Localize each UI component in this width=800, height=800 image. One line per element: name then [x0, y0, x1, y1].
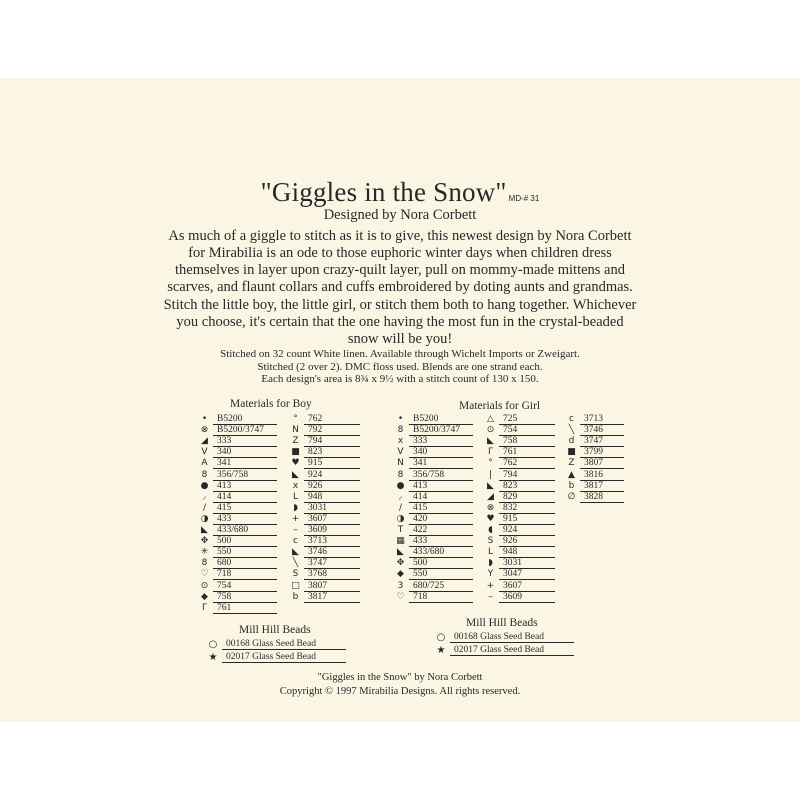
- key-row: [287, 425, 360, 436]
- stitch-symbol-icon: ◣: [201, 525, 208, 536]
- key-row: [482, 458, 555, 469]
- footer: [0, 671, 800, 699]
- stitch-symbol-icon: ⊙: [200, 580, 209, 591]
- floss-number: 341: [213, 458, 277, 469]
- floss-number: 333: [213, 436, 277, 447]
- stitch-symbol-icon: ∅: [567, 491, 576, 502]
- key-row: [287, 525, 360, 536]
- girl-materials-title: Materials for Girl: [459, 400, 541, 412]
- stitch-symbol-icon: ⊗: [486, 502, 495, 513]
- key-row: [563, 425, 624, 436]
- key-row: [392, 425, 473, 436]
- details-line: Each design's area is 8¾ x 9½ with a stitch count of 130 x 150.: [261, 373, 539, 385]
- floss-number: 356/758: [409, 470, 473, 481]
- floss-number: B5200: [213, 414, 277, 425]
- stitch-symbol-icon: •: [397, 414, 404, 425]
- floss-number: 433: [213, 514, 277, 525]
- key-row: [287, 469, 360, 480]
- floss-number: 3807: [304, 581, 360, 592]
- floss-number: 356/758: [213, 470, 277, 481]
- floss-number: 340: [409, 447, 473, 458]
- floss-number: 794: [499, 470, 555, 481]
- stitch-symbol-icon: •: [201, 414, 208, 425]
- bead-row: [204, 651, 346, 663]
- key-row: [392, 536, 473, 547]
- floss-number: 341: [409, 458, 473, 469]
- key-row: [287, 536, 360, 547]
- stitch-symbol-icon: ◑: [200, 513, 209, 524]
- stitch-symbol-icon: Y: [487, 569, 494, 580]
- stitch-symbol-icon: □: [291, 580, 300, 591]
- key-row: [392, 525, 473, 536]
- floss-number: 926: [304, 481, 360, 492]
- key-row: [482, 481, 555, 492]
- key-row: [563, 447, 624, 458]
- stitch-paragraph: [110, 297, 690, 348]
- intro-line: scarves, and flaunt collars and cuffs embroidered by doting aunts and grandmas.: [167, 279, 633, 295]
- floss-number: 500: [213, 536, 277, 547]
- stitch-symbol-icon: –: [293, 525, 298, 536]
- key-row: [287, 569, 360, 580]
- boy-beads-title: Mill Hill Beads: [239, 624, 311, 636]
- key-row: [287, 458, 360, 469]
- stitch-symbol-icon: c: [569, 414, 574, 425]
- stitch-symbol-icon: ⸝: [398, 491, 403, 502]
- stitch-symbol-icon: ✥: [396, 558, 405, 569]
- key-row: [482, 492, 555, 503]
- stitch-symbol-icon: Z: [292, 436, 299, 447]
- key-row: [392, 492, 473, 503]
- key-row: [196, 436, 277, 447]
- key-row: [482, 569, 555, 580]
- boy-materials-title: Materials for Boy: [230, 398, 312, 410]
- floss-number: 762: [499, 458, 555, 469]
- key-row: [563, 458, 624, 469]
- stitch-symbol-icon: ◑: [396, 513, 405, 524]
- stitch-symbol-icon: ◗: [293, 502, 298, 513]
- floss-number: 761: [499, 447, 555, 458]
- key-row: [563, 436, 624, 447]
- bead-code: 00168 Glass Seed Bead: [450, 632, 574, 643]
- stitch-symbol-icon: Γ: [487, 447, 493, 458]
- floss-number: 3609: [304, 525, 360, 536]
- design-code: MD-# 31: [508, 194, 540, 203]
- floss-number: 725: [499, 414, 555, 425]
- stitch-symbol-icon: ✥: [200, 536, 209, 547]
- key-row: [196, 603, 277, 614]
- page-title: "Giggles in the Snow": [260, 177, 507, 207]
- key-row: [196, 469, 277, 480]
- key-row: [196, 514, 277, 525]
- stitch-symbol-icon: S: [487, 536, 494, 547]
- floss-number: 3747: [304, 558, 360, 569]
- floss-number: 413: [213, 481, 277, 492]
- key-row: [196, 503, 277, 514]
- stitch-symbol-icon: ∕: [202, 502, 207, 513]
- key-row: [287, 447, 360, 458]
- stitch-symbol-icon: ♡: [396, 591, 405, 602]
- stitch-symbol-icon: ✳: [200, 547, 209, 558]
- stitch-line: you choose, it's certain that the one having the most fun in the crystal-beaded: [176, 314, 624, 330]
- stitch-symbol-icon: 8: [201, 469, 208, 480]
- stitch-symbol-icon: x: [397, 436, 404, 447]
- intro-line: themselves in layer upon crazy-quilt layer, pull on mommy-made mittens and: [174, 262, 625, 278]
- floss-number: 823: [499, 481, 555, 492]
- floss-number: 3609: [499, 592, 555, 603]
- floss-number: 3047: [499, 569, 555, 580]
- girl-key-column-2: [482, 414, 555, 603]
- stitch-symbol-icon: ◢: [487, 491, 494, 502]
- bead-code: 00168 Glass Seed Bead: [222, 639, 346, 650]
- key-row: [392, 436, 473, 447]
- stitch-symbol-icon: ◣: [292, 547, 299, 558]
- stitch-symbol-icon: b: [568, 480, 575, 491]
- key-row: [482, 547, 555, 558]
- stitch-symbol-icon: ■: [291, 447, 300, 458]
- floss-number: 414: [213, 492, 277, 503]
- floss-number: 948: [304, 492, 360, 503]
- floss-number: B5200/3747: [213, 425, 277, 436]
- details-line: Stitched on 32 count White linen. Available through Wichelt Imports or Zweigart.: [220, 348, 580, 360]
- floss-number: 3817: [580, 481, 624, 492]
- key-row: [392, 580, 473, 591]
- stitch-symbol-icon: ♥: [291, 458, 300, 469]
- stitch-symbol-icon: ●: [200, 480, 209, 491]
- floss-number: 414: [409, 492, 473, 503]
- star-bead-icon: ★: [208, 652, 218, 663]
- stitch-symbol-icon: L: [292, 491, 298, 502]
- key-row: [482, 425, 555, 436]
- key-row: [482, 414, 555, 425]
- floss-number: 680/725: [409, 581, 473, 592]
- stitch-symbol-icon: –: [488, 591, 493, 602]
- floss-number: 718: [213, 569, 277, 580]
- stitch-symbol-icon: V: [397, 447, 404, 458]
- key-row: [392, 547, 473, 558]
- bead-code: 02017 Glass Seed Bead: [450, 645, 574, 656]
- floss-number: 340: [213, 447, 277, 458]
- key-row: [196, 525, 277, 536]
- key-row: [563, 492, 624, 503]
- bead-code: 02017 Glass Seed Bead: [222, 652, 346, 663]
- key-row: [392, 481, 473, 492]
- stitch-symbol-icon: L: [487, 547, 493, 558]
- floss-number: 413: [409, 481, 473, 492]
- floss-number: 915: [499, 514, 555, 525]
- key-row: [196, 536, 277, 547]
- floss-number: 3713: [580, 414, 624, 425]
- designer-line: Designed by Nora Corbett: [323, 207, 477, 223]
- stitch-symbol-icon: ◣: [487, 480, 494, 491]
- stitch-symbol-icon: Γ: [201, 602, 207, 613]
- stitch-symbol-icon: N: [292, 425, 299, 436]
- stitch-symbol-icon: +: [291, 513, 300, 524]
- intro-paragraph: [110, 228, 690, 296]
- key-row: [482, 580, 555, 591]
- key-row: [392, 569, 473, 580]
- stitch-symbol-icon: +: [486, 580, 495, 591]
- key-row: [392, 458, 473, 469]
- floss-number: 3817: [304, 592, 360, 603]
- stitching-details: [120, 348, 680, 386]
- stitch-symbol-icon: ▦: [396, 536, 405, 547]
- key-row: [196, 481, 277, 492]
- floss-number: 500: [409, 558, 473, 569]
- floss-number: 718: [409, 592, 473, 603]
- floss-number: 550: [213, 547, 277, 558]
- floss-number: 3713: [304, 536, 360, 547]
- key-row: [287, 481, 360, 492]
- stitch-symbol-icon: b: [292, 591, 299, 602]
- floss-number: B5200: [409, 414, 473, 425]
- stitch-symbol-icon: ∕: [398, 502, 403, 513]
- stitch-symbol-icon: |: [488, 469, 493, 480]
- floss-number: 829: [499, 492, 555, 503]
- floss-number: 433/680: [213, 525, 277, 536]
- stitch-line: snow will be you!: [347, 331, 453, 347]
- floss-number: 3828: [580, 492, 624, 503]
- key-row: [287, 580, 360, 591]
- stitch-symbol-icon: ◆: [201, 591, 208, 602]
- stitch-symbol-icon: ╲: [292, 558, 299, 569]
- stitch-symbol-icon: d: [568, 436, 575, 447]
- stitch-symbol-icon: x: [292, 480, 299, 491]
- floss-number: 761: [213, 603, 277, 614]
- floss-number: 333: [409, 436, 473, 447]
- stitch-symbol-icon: V: [201, 447, 208, 458]
- key-row: [482, 536, 555, 547]
- stitch-symbol-icon: ▲: [568, 469, 575, 480]
- key-row: [287, 492, 360, 503]
- stitch-symbol-icon: ◖: [488, 525, 493, 536]
- floss-number: 3807: [580, 458, 624, 469]
- key-row: [392, 469, 473, 480]
- bead-row: [432, 631, 574, 643]
- key-row: [482, 514, 555, 525]
- girl-beads-title: Mill Hill Beads: [466, 617, 538, 629]
- floss-number: 792: [304, 425, 360, 436]
- details-line: Stitched (2 over 2). DMC floss used. Blends are one strand each.: [257, 360, 543, 373]
- floss-number: 3031: [304, 503, 360, 514]
- floss-number: 754: [213, 581, 277, 592]
- stitch-symbol-icon: ♥: [486, 513, 495, 524]
- floss-number: 3768: [304, 569, 360, 580]
- key-row: [287, 436, 360, 447]
- stitch-symbol-icon: °: [488, 458, 493, 469]
- floss-number: 422: [409, 525, 473, 536]
- key-row: [563, 469, 624, 480]
- key-row: [196, 569, 277, 580]
- stitch-symbol-icon: 8: [201, 558, 208, 569]
- floss-number: 3031: [499, 558, 555, 569]
- intro-line: As much of a giggle to stitch as it is to give, this newest design by Nora Corbett: [168, 228, 632, 244]
- stitch-symbol-icon: ◗: [488, 558, 493, 569]
- title-row: [0, 177, 800, 208]
- floss-number: 832: [499, 503, 555, 514]
- key-row: [196, 547, 277, 558]
- key-row: [482, 436, 555, 447]
- key-row: [392, 558, 473, 569]
- stitch-symbol-icon: ╲: [568, 425, 575, 436]
- floss-number: 924: [499, 525, 555, 536]
- floss-number: 550: [409, 569, 473, 580]
- floss-number: 415: [213, 503, 277, 514]
- key-row: [482, 447, 555, 458]
- floss-number: 3607: [499, 581, 555, 592]
- floss-number: 823: [304, 447, 360, 458]
- bead-row: [204, 638, 346, 650]
- key-row: [196, 592, 277, 603]
- key-row: [563, 481, 624, 492]
- floss-number: 3607: [304, 514, 360, 525]
- floss-number: 926: [499, 536, 555, 547]
- stitch-symbol-icon: T: [397, 525, 404, 536]
- key-row: [196, 558, 277, 569]
- girl-key-column-1: [392, 414, 473, 603]
- floss-number: 794: [304, 436, 360, 447]
- stitch-symbol-icon: N: [397, 458, 404, 469]
- key-row: [287, 514, 360, 525]
- floss-number: 433/680: [409, 547, 473, 558]
- stitch-symbol-icon: ◣: [397, 547, 404, 558]
- stitch-symbol-icon: ◆: [397, 569, 404, 580]
- floss-number: 915: [304, 458, 360, 469]
- floss-number: 758: [213, 592, 277, 603]
- stitch-symbol-icon: ●: [396, 480, 405, 491]
- floss-number: 758: [499, 436, 555, 447]
- key-row: [196, 414, 277, 425]
- key-row: [563, 414, 624, 425]
- stitch-symbol-icon: °: [293, 414, 298, 425]
- key-row: [287, 592, 360, 603]
- key-row: [196, 458, 277, 469]
- floss-number: 3816: [580, 470, 624, 481]
- stitch-symbol-icon: ◢: [201, 436, 208, 447]
- key-row: [482, 469, 555, 480]
- stitch-symbol-icon: ♡: [200, 569, 209, 580]
- star-bead-icon: ★: [436, 645, 446, 656]
- floss-number: 762: [304, 414, 360, 425]
- key-row: [196, 447, 277, 458]
- floss-number: 948: [499, 547, 555, 558]
- floss-number: 420: [409, 514, 473, 525]
- stitch-symbol-icon: 8: [397, 425, 404, 436]
- stitch-symbol-icon: ◣: [487, 436, 494, 447]
- girl-key-column-3: [563, 414, 624, 503]
- intro-line: for Mirabilia is an ode to those euphoric winter days when children dress: [188, 245, 612, 261]
- floss-number: 3746: [580, 425, 624, 436]
- key-row: [482, 592, 555, 603]
- floss-number: 415: [409, 503, 473, 514]
- key-row: [392, 592, 473, 603]
- floss-number: 433: [409, 536, 473, 547]
- stitch-symbol-icon: ■: [567, 447, 576, 458]
- floss-number: 680: [213, 558, 277, 569]
- stitch-symbol-icon: ⊙: [486, 425, 495, 436]
- key-row: [287, 558, 360, 569]
- key-row: [196, 425, 277, 436]
- floss-number: 3799: [580, 447, 624, 458]
- bead-row: [432, 644, 574, 656]
- floss-number: 3746: [304, 547, 360, 558]
- floss-number: B5200/3747: [409, 425, 473, 436]
- footer-credit: "Giggles in the Snow" by Nora Corbett: [317, 672, 483, 683]
- stitch-symbol-icon: 3: [397, 580, 404, 591]
- key-row: [392, 447, 473, 458]
- circle-bead-icon: ○: [436, 632, 446, 643]
- key-row: [392, 503, 473, 514]
- stitch-symbol-icon: S: [292, 569, 299, 580]
- stitch-symbol-icon: ◣: [292, 469, 299, 480]
- key-row: [196, 492, 277, 503]
- key-row: [482, 525, 555, 536]
- stitch-line: Stitch the little boy, the little girl, or stitch them both to hang together. Whichever: [163, 297, 637, 313]
- chart-sheet: [0, 78, 800, 722]
- footer-copyright: Copyright © 1997 Mirabilia Designs. All rights reserved.: [279, 686, 521, 697]
- key-row: [482, 558, 555, 569]
- stitch-symbol-icon: A: [201, 458, 208, 469]
- key-row: [196, 580, 277, 591]
- stitch-symbol-icon: ⊗: [200, 425, 209, 436]
- key-row: [287, 414, 360, 425]
- key-row: [392, 414, 473, 425]
- key-row: [392, 514, 473, 525]
- stitch-symbol-icon: 8: [397, 469, 404, 480]
- key-row: [287, 503, 360, 514]
- stitch-symbol-icon: △: [487, 414, 494, 425]
- stitch-symbol-icon: c: [293, 536, 298, 547]
- boy-key-column-1: [196, 414, 277, 614]
- stitch-symbol-icon: ⸝: [202, 491, 207, 502]
- stitch-symbol-icon: Z: [568, 458, 575, 469]
- boy-key-column-2: [287, 414, 360, 603]
- floss-number: 3747: [580, 436, 624, 447]
- circle-bead-icon: ○: [208, 639, 218, 650]
- key-row: [482, 503, 555, 514]
- key-row: [287, 547, 360, 558]
- floss-number: 754: [499, 425, 555, 436]
- floss-number: 924: [304, 470, 360, 481]
